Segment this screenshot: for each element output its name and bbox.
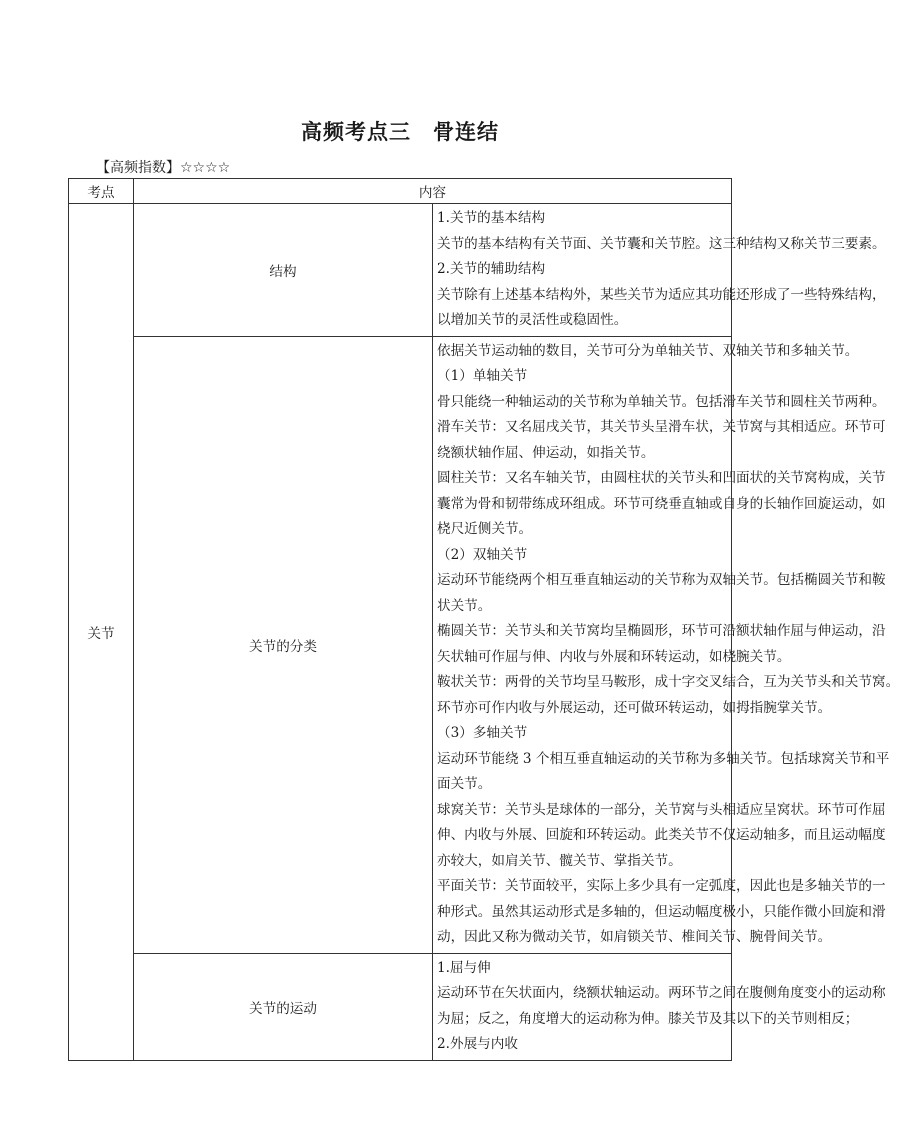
- content-line: 囊常为骨和韧带练成环组成。环节可绕垂直轴或自身的长轴作回旋运动，如: [437, 495, 886, 512]
- table-row: [69, 953, 732, 1060]
- subtopic-cell: 关节的运动: [134, 953, 433, 1060]
- content-line: 关节除有上述基本结构外，某些关节为适应其功能还形成了一些特殊结构，: [437, 286, 886, 303]
- content-line: 动，因此又称为微动关节，如肩锁关节、椎间关节、腕骨间关节。: [437, 929, 832, 945]
- content-line: （2）双轴关节: [437, 546, 528, 563]
- content-line: 环节亦可作内收与外展运动，还可做环转运动，如拇指腕掌关节。: [437, 699, 832, 716]
- content-line: 关节的基本结构有关节面、关节囊和关节腔。这三种结构又称关节三要素。: [437, 235, 886, 252]
- content-line: 鞍状关节：两骨的关节均呈马鞍形，成十字交叉结合，互为关节头和关节窝。: [437, 674, 899, 690]
- content-line: 运动环节在矢状面内，绕额状轴运动。两环节之间在腹侧角度变小的运动称: [437, 985, 886, 1001]
- content-table: [68, 178, 899, 1061]
- table-row: [69, 204, 732, 337]
- content-line: 滑车关节：又名屈戌关节，其关节头呈滑车状，关节窝与其相适应。环节可: [437, 419, 886, 435]
- content-line: （1）单轴关节: [437, 368, 528, 384]
- content-line: 伸、内收与外展、回旋和环转运动。此类关节不仅运动轴多，而且运动幅度: [437, 827, 886, 843]
- header-topic: 考点: [69, 179, 134, 204]
- content-line: 2.外展与内收: [437, 1036, 518, 1052]
- content-line: 圆柱关节：又名车轴关节，由圆柱状的关节头和凹面状的关节窝构成，关节: [437, 470, 886, 486]
- content-cell: [433, 953, 886, 1060]
- content-line: 种形式。虽然其运动形式是多轴的，但运动幅度极小，只能作微小回旋和滑: [437, 903, 886, 920]
- content-line: 亦较大，如肩关节、髋关节、掌指关节。: [437, 852, 682, 869]
- content-line: 运动环节能绕 3 个相互垂直轴运动的关节称为多轴关节。包括球窝关节和平: [437, 750, 890, 767]
- content-line: 运动环节能绕两个相互垂直轴运动的关节称为双轴关节。包括椭圆关节和鞍: [437, 572, 886, 588]
- content-line: 依据关节运动轴的数目，关节可分为单轴关节、双轴关节和多轴关节。: [437, 342, 859, 359]
- content-line: 椭圆关节：关节头和关节窝均呈椭圆形，环节可沿额状轴作屈与伸运动，沿: [437, 623, 886, 639]
- frequency-index: 【高频指数】☆☆☆☆: [96, 160, 231, 176]
- subtopic-cell: 关节的分类: [134, 336, 433, 953]
- content-line: 1.关节的基本结构: [437, 210, 546, 226]
- subtopic-cell: 结构: [134, 204, 433, 337]
- content-line: 平面关节：关节面较平，实际上多少具有一定弧度，因此也是多轴关节的一: [437, 878, 886, 894]
- content-line: 状关节。: [437, 597, 492, 614]
- content-line: 以增加关节的灵活性或稳固性。: [437, 312, 628, 328]
- content-line: 球窝关节：关节头是球体的一部分，关节窝与头相适应呈窝状。环节可作屈: [437, 801, 886, 818]
- content-line: 矢状轴可作屈与伸、内收与外展和环转运动，如桡腕关节。: [437, 648, 791, 665]
- content-line: 面关节。: [437, 776, 492, 792]
- content-line: 1.屈与伸: [437, 959, 491, 976]
- header-content: 内容: [134, 179, 732, 204]
- table-header-row: [69, 179, 732, 204]
- content-line: （3）多轴关节: [437, 725, 528, 741]
- page-title: 高频考点三 骨连结: [301, 120, 499, 144]
- content-cell: [433, 204, 886, 337]
- table-row: [69, 336, 732, 953]
- content-cell: [433, 336, 899, 953]
- content-line: 绕额状轴作屈、伸运动，如指关节。: [437, 444, 655, 461]
- content-line: 为屈；反之，角度增大的运动称为伸。膝关节及其以下的关节则相反；: [437, 1010, 859, 1027]
- content-line: 骨只能绕一种轴运动的关节称为单轴关节。包括滑车关节和圆柱关节两种。: [437, 393, 886, 410]
- category-cell: 关节: [69, 204, 134, 1061]
- content-line: 2.关节的辅助结构: [437, 261, 546, 277]
- content-line: 桡尺近侧关节。: [437, 521, 533, 537]
